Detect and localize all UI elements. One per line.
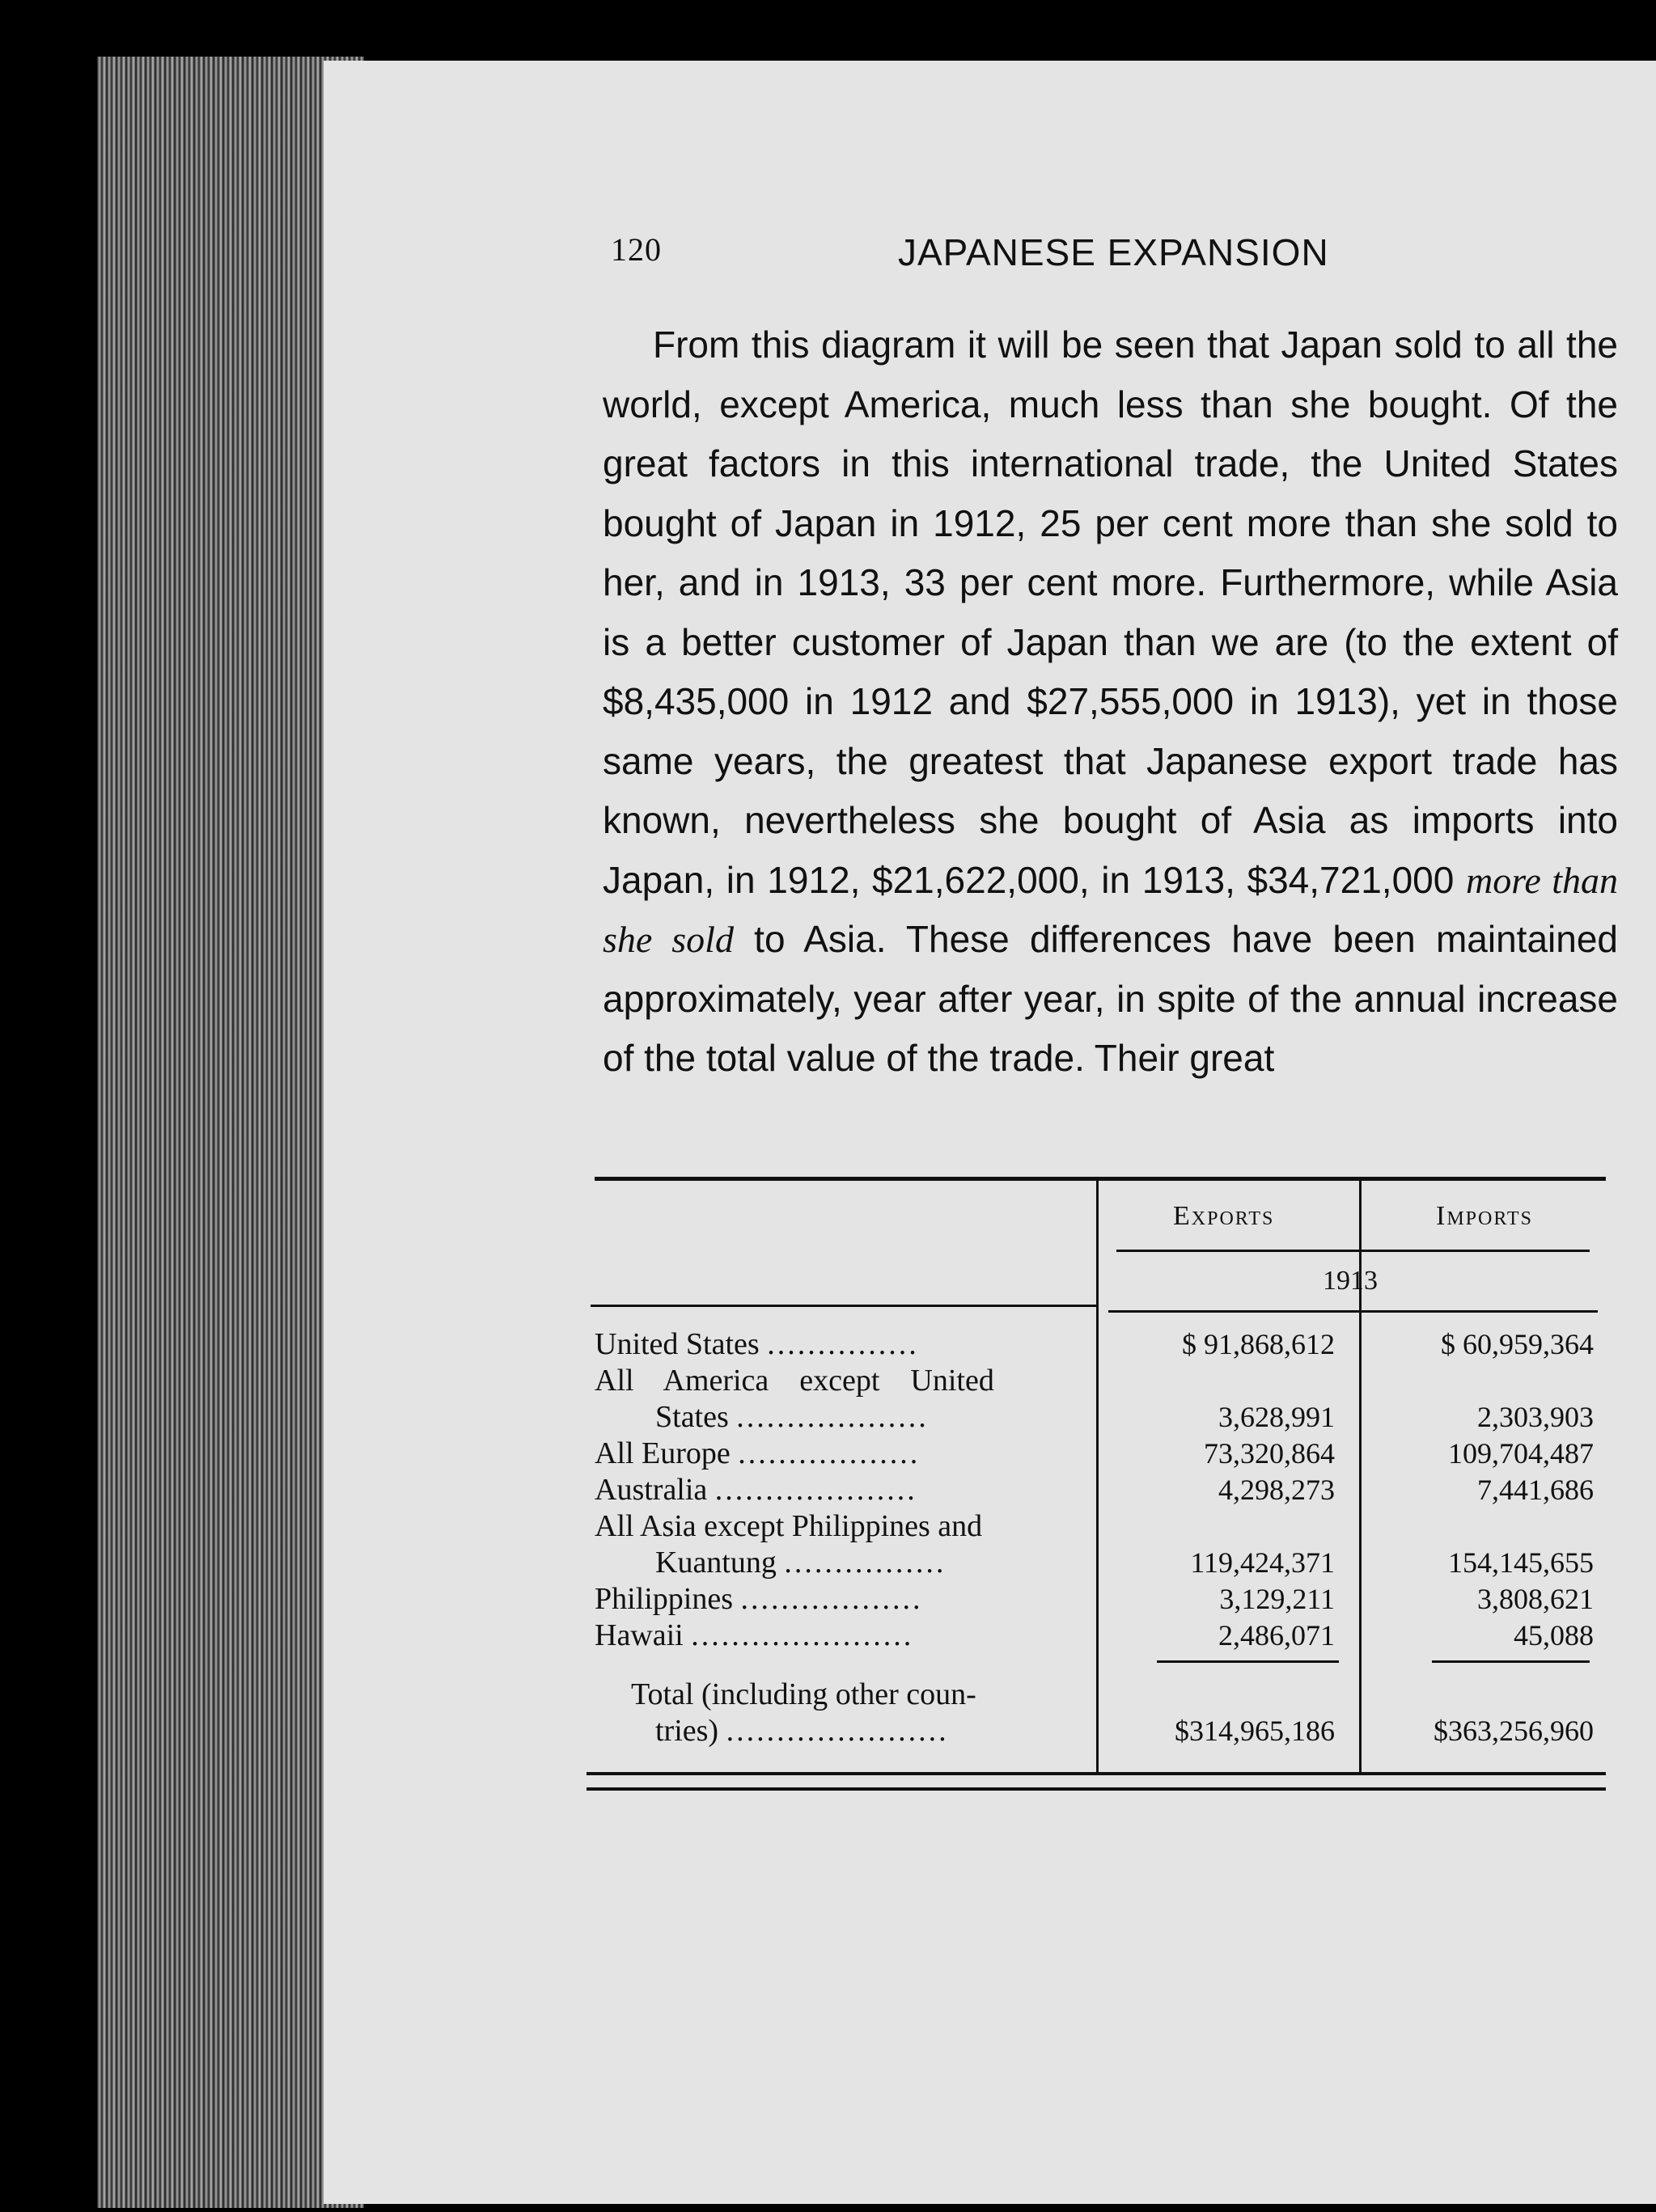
exports-value: 73,320,864 [1204, 1437, 1335, 1470]
row-label [595, 1618, 1092, 1654]
exports-value: 119,424,371 [1190, 1546, 1335, 1579]
row-label [595, 1326, 1092, 1363]
imports-value: 3,808,621 [1477, 1583, 1594, 1615]
paragraph-emphasis: more than she sold [603, 859, 1618, 960]
running-head: JAPANESE EXPANSION [898, 231, 1329, 273]
imports-value: 109,704,487 [1448, 1437, 1594, 1470]
leader-dots: ................... [736, 1400, 929, 1434]
trade-table [587, 1177, 1606, 1795]
table-row [595, 1618, 1606, 1654]
row-label [655, 1399, 1092, 1436]
page-number: 120 [611, 231, 662, 268]
row-label-text: States [655, 1400, 729, 1434]
leader-dots: ...................... [726, 1714, 949, 1748]
total-row-line-1 [595, 1677, 1606, 1713]
exports-value: 2,486,071 [1218, 1619, 1335, 1652]
row-label [595, 1363, 1092, 1399]
page-header [611, 226, 1622, 283]
row-label-text: Philippines [595, 1582, 734, 1616]
table-row [595, 1326, 1606, 1363]
leader-dots: ............... [767, 1327, 919, 1361]
table-row [595, 1545, 1606, 1581]
table-row [595, 1581, 1606, 1618]
column-header-imports: Imports [1436, 1201, 1533, 1231]
column-header-exports: Exports [1173, 1201, 1275, 1231]
paragraph-text-2: to Asia. These differences have been maintained approximately, year after year, in spite of the annual increase of the total value of the trade. Their great [603, 918, 1618, 1079]
paragraph-text-1: From this diagram it will be seen that Japan sold to all the world, except America, much less than she bought. Of the great factors in this international trade, the United States bought of Japan in 1912, 25 per cent more than she sold to her, and in 1913, 33 per cent more. Furthermore, while Asia is a better customer of Japan than we are (to the extent of $8,435,000 in 1912 and $27,555,000 in 1913), yet in those same years, the greatest that Japanese export trade has known, nevertheless she bought of Asia as imports into Japan, in 1912, $21,622,000, in 1913, $34,721,000 [603, 324, 1618, 901]
leader-dots: .................... [714, 1473, 917, 1507]
exports-value: 3,129,211 [1219, 1583, 1335, 1615]
table-row [595, 1363, 1606, 1399]
row-label [595, 1581, 1092, 1618]
leader-dots: ................ [784, 1546, 947, 1580]
table-row [595, 1472, 1606, 1508]
row-label-text: All Asia except Philippines and [595, 1509, 983, 1543]
table-row [595, 1399, 1606, 1436]
leader-dots: .................. [740, 1582, 923, 1616]
imports-value: $ 60,959,364 [1441, 1328, 1594, 1360]
row-label-text: Kuantung [655, 1546, 777, 1580]
table-row [595, 1436, 1606, 1472]
year-label: 1913 [1323, 1266, 1378, 1296]
table-bottom-rule-double [587, 1787, 1606, 1791]
row-label [595, 1508, 1092, 1545]
row-label-text: All Europe [595, 1436, 731, 1470]
table-row [595, 1508, 1606, 1545]
table-rows [595, 1326, 1606, 1749]
total-imports-value: $363,256,960 [1434, 1715, 1594, 1747]
exports-value: 3,628,991 [1218, 1401, 1335, 1433]
label-column-rule [591, 1305, 1096, 1307]
row-label-text: All America except United [595, 1364, 994, 1398]
body-paragraph [603, 315, 1618, 1089]
table-bottom-rule [587, 1772, 1606, 1775]
imports-value: 2,303,903 [1477, 1401, 1594, 1433]
header-rule [1116, 1250, 1590, 1252]
row-label [595, 1436, 1092, 1472]
exports-value: $ 91,868,612 [1182, 1328, 1335, 1360]
leader-dots: .................. [738, 1436, 921, 1470]
total-label-text: tries) [655, 1714, 719, 1748]
imports-value: 7,441,686 [1477, 1474, 1594, 1506]
total-label-cont [655, 1713, 1092, 1749]
total-row [595, 1713, 1606, 1749]
total-exports-value: $314,965,186 [1175, 1715, 1335, 1747]
table-top-rule [595, 1177, 1606, 1181]
year-rule [1108, 1310, 1598, 1313]
row-label-text: Hawaii [595, 1618, 684, 1652]
imports-value: 45,088 [1514, 1619, 1594, 1652]
row-label [595, 1472, 1092, 1508]
sum-rule-exports [1157, 1660, 1339, 1663]
sum-rule-row [595, 1654, 1606, 1677]
row-label [655, 1545, 1092, 1581]
total-label: Total (including other coun- [631, 1677, 976, 1711]
row-label-text: United States [595, 1327, 760, 1361]
exports-value: 4,298,273 [1218, 1474, 1335, 1506]
imports-value: 154,145,655 [1448, 1546, 1594, 1579]
row-label-text: Australia [595, 1473, 708, 1507]
sum-rule-imports [1432, 1660, 1590, 1663]
leader-dots: ...................... [691, 1618, 914, 1652]
